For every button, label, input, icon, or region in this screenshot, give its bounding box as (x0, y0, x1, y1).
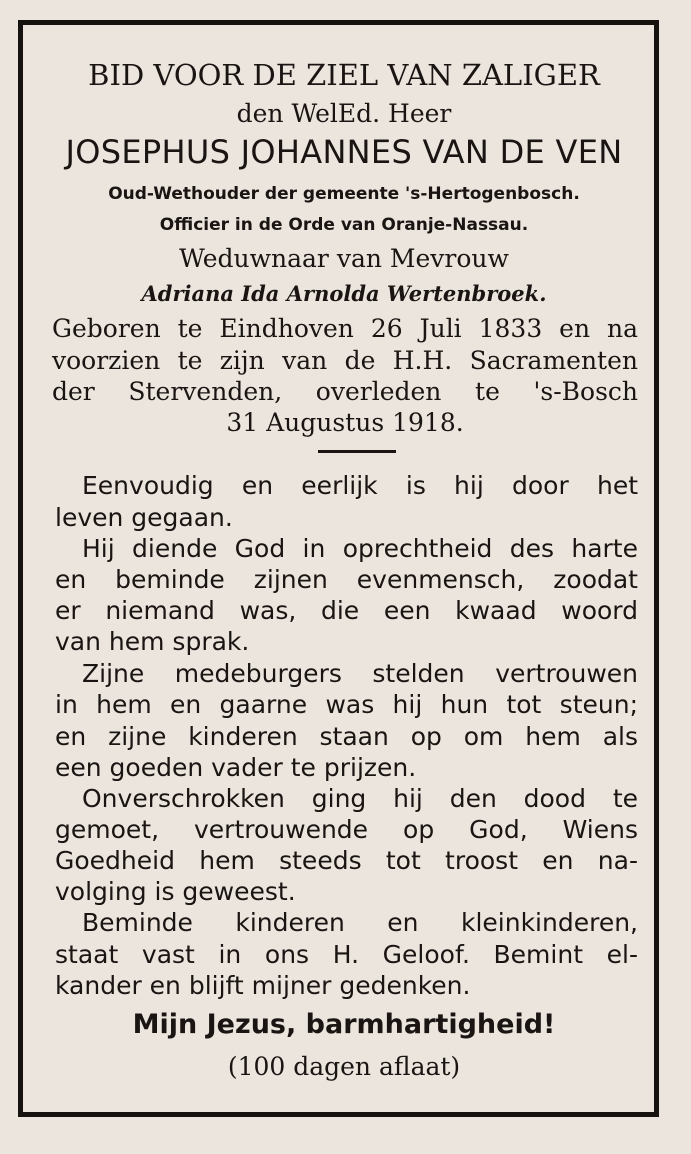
widower-line: Weduwnaar van Mevrouw (179, 244, 509, 273)
indulgence-note: (100 dagen aflaat) (227, 1052, 461, 1081)
body-line: en beminde zijnen evenmensch, zoodat (55, 565, 638, 594)
body-line: Beminde kinderen en kleinkinderen, (82, 908, 638, 937)
deceased-title-2: Officier in de Orde van Oranje-Nassau. (159, 215, 529, 235)
deceased-name: JOSEPHUS JOHANNES VAN DE VEN (65, 133, 623, 171)
body-line: volging is geweest. (55, 877, 296, 906)
honorific: den WelEd. Heer (236, 99, 452, 128)
bio-line: Geboren te Eindhoven 26 Juli 1833 en na (52, 314, 638, 343)
closing-prayer: Mijn Jezus, barmhartigheid! (132, 1009, 556, 1040)
body-line: staat vast in ons H. Geloof. Bemint el- (55, 940, 638, 969)
body-line: leven gegaan. (55, 503, 233, 532)
body-line: kander en blijft mijner gedenken. (55, 971, 471, 1000)
body-line: Onverschrokken ging hij den dood te (82, 784, 638, 813)
spouse-name: Adriana Ida Arnolda Wertenbroek. (141, 281, 547, 306)
body-line: van hem sprak. (55, 627, 250, 656)
prayer-heading: BID VOOR DE ZIEL VAN ZALIGER (88, 58, 600, 92)
body-line: er niemand was, die een kwaad woord (55, 596, 638, 625)
body-line: Zijne medeburgers stelden vertrouwen (82, 659, 638, 688)
deceased-title-1: Oud-Wethouder der gemeente 's-Hertogenbosch. (108, 184, 580, 204)
bio-date: 31 Augustus 1918. (226, 408, 464, 437)
body-line: een goeden vader te prijzen. (55, 753, 417, 782)
body-line: gemoet, vertrouwende op God, Wiens (55, 815, 638, 844)
bio-line: voorzien te zijn van de H.H. Sacramenten (52, 346, 638, 375)
body-line: Goedheid hem steeds tot troost en na- (55, 846, 638, 875)
body-line: en zijne kinderen staan op om hem als (55, 722, 638, 751)
body-line: Eenvoudig en eerlijk is hij door het (82, 471, 638, 500)
body-line: in hem en gaarne was hij hun tot steun; (55, 690, 638, 719)
bio-line: der Stervenden, overleden te 's-Bosch (52, 377, 638, 406)
divider (318, 450, 396, 453)
body-line: Hij diende God in oprechtheid des harte (82, 534, 638, 563)
